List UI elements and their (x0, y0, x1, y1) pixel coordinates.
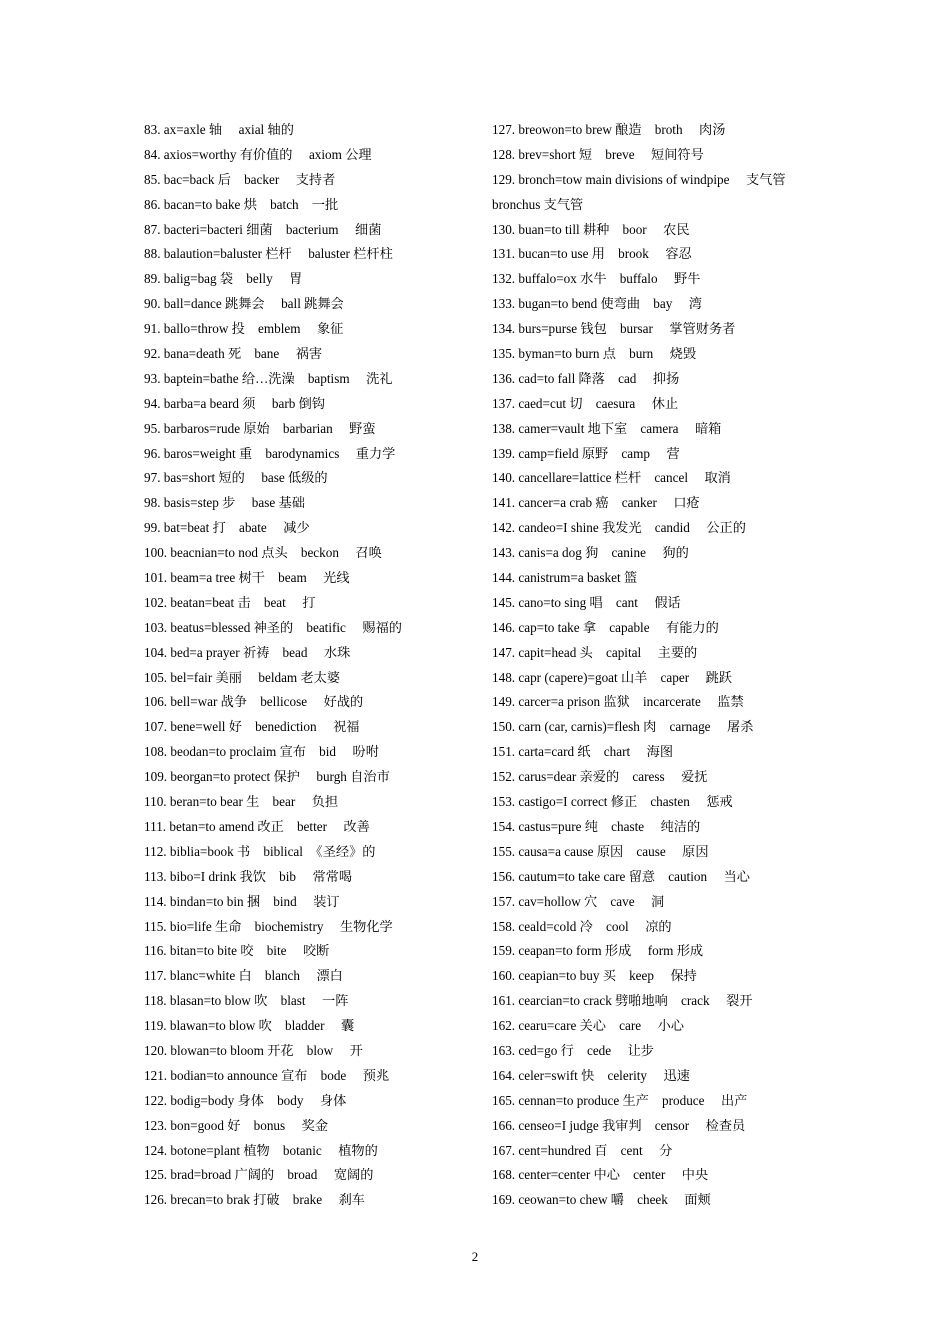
list-item: 104. bed=a prayer 祈祷 bead 水珠 (144, 644, 351, 660)
list-item: 153. castigo=I correct 修正 chasten 惩戒 (492, 794, 733, 810)
list-item: 164. celer=swift 快 celerity 迅速 (492, 1067, 690, 1083)
list-item: 151. carta=card 纸 chart 海图 (492, 744, 674, 760)
list-item: 125. brad=broad 广阔的 broad 宽阔的 (144, 1167, 374, 1183)
right-column-rest-group (492, 218, 822, 1214)
list-item: 139. camp=field 原野 camp 营 (492, 445, 680, 461)
list-item: 103. beatus=blessed 神圣的 beatific 赐福的 (144, 619, 402, 635)
list-item: 131. bucan=to use 用 brook 容忍 (492, 246, 692, 262)
list-item: 137. caed=cut 切 caesura 休止 (492, 395, 679, 411)
list-item: 87. bacteri=bacteri 细菌 bacterium 细菌 (144, 221, 382, 237)
list-item: 120. blowan=to bloom 开花 blow 开 (144, 1042, 363, 1058)
list-item: 145. cano=to sing 唱 cant 假话 (492, 594, 681, 610)
list-item: 84. axios=worthy 有价值的 axiom 公理 (144, 146, 372, 162)
list-item: 152. carus=dear 亲爱的 caress 爱抚 (492, 769, 708, 785)
list-item: 97. bas=short 短的 base 低级的 (144, 470, 328, 486)
list-item: 127. breowon=to brew 酿造 broth 肉汤 (492, 122, 726, 137)
list-item: 116. bitan=to bite 咬 bite 咬断 (144, 943, 330, 959)
list-item: 86. bacan=to bake 烘 batch 一批 (144, 196, 339, 212)
list-item: 159. ceapan=to form 形成 form 形成 (492, 943, 704, 959)
list-item: 83. ax=axle 轴 axial 轴的 (144, 122, 294, 137)
list-item: 117. blanc=white 白 blanch 漂白 (144, 968, 343, 984)
list-item: 133. bugan=to bend 使弯曲 bay 湾 (492, 296, 702, 312)
list-item: 169. ceowan=to chew 嚼 cheek 面颊 (492, 1192, 711, 1208)
list-item: 157. cav=hollow 穴 cave 洞 (492, 893, 665, 909)
list-item: 92. bana=death 死 bane 祸害 (144, 346, 323, 362)
list-item: 128. brev=short 短 breve 短间符号 (492, 146, 704, 162)
list-item: 163. ced=go 行 cede 让步 (492, 1042, 654, 1058)
list-item: 165. cennan=to produce 生产 produce 出产 (492, 1092, 748, 1108)
list-item-continuation: bronchus 支气管 (492, 196, 584, 212)
list-item: 130. buan=to till 耕种 boor 农民 (492, 221, 690, 237)
list-item: 113. bibo=I drink 我饮 bib 常常喝 (144, 868, 353, 884)
list-item: 119. blawan=to blow 吹 bladder 囊 (144, 1018, 355, 1034)
list-item: 101. beam=a tree 树干 beam 光线 (144, 570, 350, 586)
list-item: 148. capr (capere)=goat 山羊 caper 跳跃 (492, 669, 732, 685)
list-item: 94. barba=a beard 须 barb 倒钩 (144, 395, 326, 411)
list-item: 140. cancellare=lattice 栏杆 cancel 取消 (492, 470, 731, 486)
list-item: 111. betan=to amend 改正 better 改善 (144, 818, 370, 834)
list-item: 108. beodan=to proclaim 宣布 bid 吩咐 (144, 744, 379, 760)
list-item: 138. camer=vault 地下室 camera 暗箱 (492, 420, 722, 436)
list-item: 112. biblia=book 书 biblical 《圣经》的 (144, 843, 376, 859)
page-number: 2 (471, 1249, 479, 1264)
list-item: 132. buffalo=ox 水牛 buffalo 野牛 (492, 271, 701, 287)
list-item: 154. castus=pure 纯 chaste 纯洁的 (492, 818, 701, 834)
list-item: 114. bindan=to bin 捆 bind 装订 (144, 893, 340, 909)
list-item: 149. carcer=a prison 监狱 incarcerate 监禁 (492, 694, 744, 710)
list-item: 124. botone=plant 植物 botanic 植物的 (144, 1142, 378, 1158)
list-item: 144. canistrum=a basket 篮 (492, 570, 638, 586)
list-item: 85. bac=back 后 backer 支持者 (144, 171, 336, 187)
list-item: 166. censeo=I judge 我审判 censor 检查员 (492, 1117, 746, 1133)
list-item: 95. barbaros=rude 原始 barbarian 野蛮 (144, 420, 376, 436)
list-item: 147. capit=head 头 capital 主要的 (492, 644, 698, 660)
list-item: 115. bio=life 生命 biochemistry 生物化学 (144, 918, 393, 934)
list-item: 150. carn (car, carnis)=flesh 肉 carnage 屠杀 (492, 719, 754, 735)
list-item: 121. bodian=to announce 宣布 bode 预兆 (144, 1067, 390, 1083)
list-item: 135. byman=to burn 点 burn 烧毁 (492, 346, 697, 362)
list-item: 123. bon=good 好 bonus 奖金 (144, 1117, 329, 1133)
list-item: 105. bel=fair 美丽 beldam 老太婆 (144, 669, 341, 685)
right-column-first-group (492, 118, 822, 168)
list-item: 88. balaution=baluster 栏杆 baluster 栏杆柱 (144, 246, 393, 262)
list-item: 168. center=center 中心 center 中央 (492, 1167, 709, 1183)
list-item: 126. brecan=to brak 打破 brake 刹车 (144, 1192, 365, 1208)
list-item: 158. ceald=cold 冷 cool 凉的 (492, 918, 672, 934)
list-item: 160. ceapian=to buy 买 keep 保持 (492, 968, 697, 984)
list-item: 141. cancer=a crab 癌 canker 口疮 (492, 495, 700, 511)
list-item: 100. beacnian=to nod 点头 beckon 召唤 (144, 545, 382, 561)
list-item: 162. cearu=care 关心 care 小心 (492, 1018, 684, 1034)
list-item: 136. cad=to fall 降落 cad 抑扬 (492, 370, 680, 386)
list-item: 106. bell=war 战争 bellicose 好战的 (144, 694, 364, 710)
list-item: 91. ballo=throw 投 emblem 象征 (144, 321, 344, 337)
list-item: 122. bodig=body 身体 body 身体 (144, 1092, 347, 1108)
list-item: 167. cent=hundred 百 cent 分 (492, 1142, 673, 1158)
left-column (144, 118, 474, 1213)
list-item: 161. cearcian=to crack 劈啪地响 crack 裂开 (492, 993, 753, 1009)
list-item: 107. bene=well 好 benediction 祝福 (144, 719, 360, 735)
list-item: 118. blasan=to blow 吹 blast 一阵 (144, 993, 349, 1009)
list-item: 129. bronch=tow main divisions of windpipe 支气管 (492, 171, 786, 187)
list-item: 146. cap=to take 拿 capable 有能力的 (492, 619, 719, 635)
list-item: 90. ball=dance 跳舞会 ball 跳舞会 (144, 296, 344, 312)
list-item: 102. beatan=beat 击 beat 打 (144, 594, 316, 610)
list-item: 110. beran=to bear 生 bear 负担 (144, 794, 339, 810)
list-item: 143. canis=a dog 狗 canine 狗的 (492, 545, 689, 561)
list-item: 89. balig=bag 袋 belly 胃 (144, 271, 303, 287)
list-item: 98. basis=step 步 base 基础 (144, 495, 305, 511)
list-item: 93. baptein=bathe 给…洗澡 baptism 洗礼 (144, 370, 393, 386)
list-item: 142. candeo=I shine 我发光 candid 公正的 (492, 520, 746, 536)
list-item: 96. baros=weight 重 barodynamics 重力学 (144, 445, 396, 461)
list-item: 99. bat=beat 打 abate 减少 (144, 520, 310, 536)
right-column (492, 118, 822, 1213)
list-item: 155. causa=a cause 原因 cause 原因 (492, 843, 709, 859)
list-item: 134. burs=purse 钱包 bursar 掌管财务者 (492, 321, 736, 337)
list-item: 156. cautum=to take care 留意 caution 当心 (492, 868, 750, 884)
list-item: 109. beorgan=to protect 保护 burgh 自治市 (144, 769, 390, 785)
